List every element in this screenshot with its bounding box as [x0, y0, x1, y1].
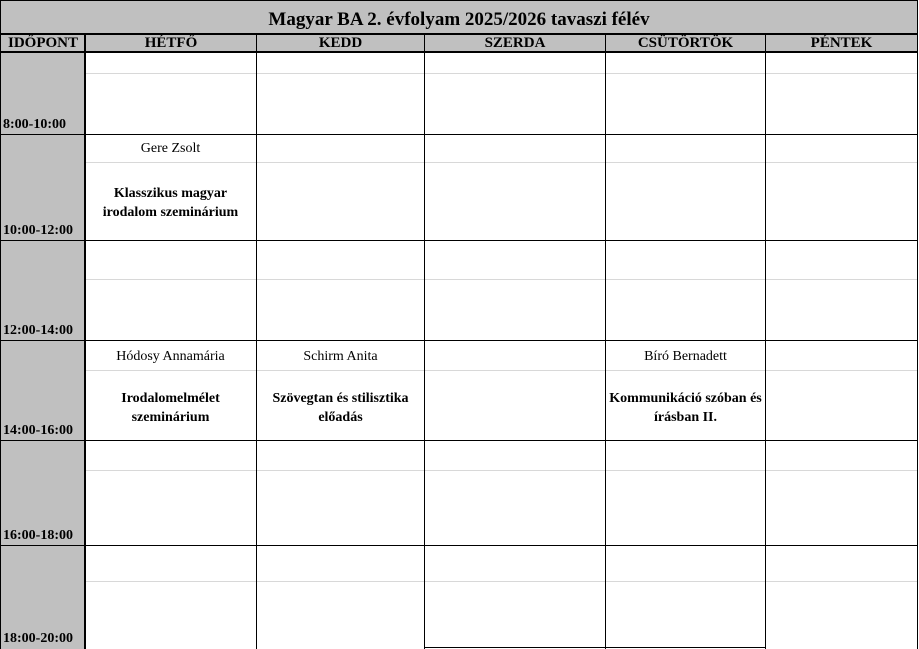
header-time: IDŐPONT [0, 33, 85, 53]
course-title: Irodalomelmélet szeminárium [121, 391, 220, 425]
course-title: Szövegtan és stilisztika előadás [272, 391, 409, 425]
col-line [256, 33, 257, 649]
teacher-name: Hódosy Annamária [116, 349, 225, 364]
col-line [424, 33, 425, 649]
row-separator [0, 340, 918, 341]
time-slot-label: 18:00-20:00 [3, 631, 73, 646]
header-wednesday: SZERDA [425, 33, 605, 53]
subrow-line [85, 581, 918, 582]
time-column [0, 53, 85, 649]
timetable-title: Magyar BA 2. évfolyam 2025/2026 tavaszi félév [0, 0, 918, 33]
row-separator [0, 134, 918, 135]
header-tuesday: KEDD [257, 33, 424, 53]
time-slot-label: 16:00-18:00 [3, 528, 73, 543]
col-line [917, 33, 918, 649]
teacher-name: Bíró Bernadett [644, 349, 727, 364]
subrow-line [85, 470, 918, 471]
col-line [765, 33, 766, 649]
header-monday: HÉTFŐ [86, 33, 256, 53]
subrow-line [85, 279, 918, 280]
course-title: Klasszikus magyar irodalom szeminárium [102, 186, 239, 220]
row-separator [0, 545, 918, 546]
teacher-name: Gere Zsolt [140, 141, 201, 156]
header-thursday: CSÜTÖRTÖK [606, 33, 765, 53]
time-slot-label: 12:00-14:00 [3, 323, 73, 338]
subrow-line [85, 73, 918, 74]
row-separator [0, 240, 918, 241]
time-slot-label: 10:00-12:00 [3, 223, 73, 238]
subrow-line [85, 370, 918, 371]
row-separator [0, 440, 918, 441]
course-title: Kommunikáció szóban és írásban II. [609, 391, 762, 425]
teacher-name: Schirm Anita [303, 349, 378, 364]
col-line [0, 33, 1, 649]
header-friday: PÉNTEK [766, 33, 918, 53]
time-slot-label: 8:00-10:00 [3, 117, 66, 132]
row-separator [425, 647, 766, 648]
col-line [605, 33, 606, 649]
subrow-line [85, 162, 918, 163]
time-slot-label: 14:00-16:00 [3, 423, 73, 438]
